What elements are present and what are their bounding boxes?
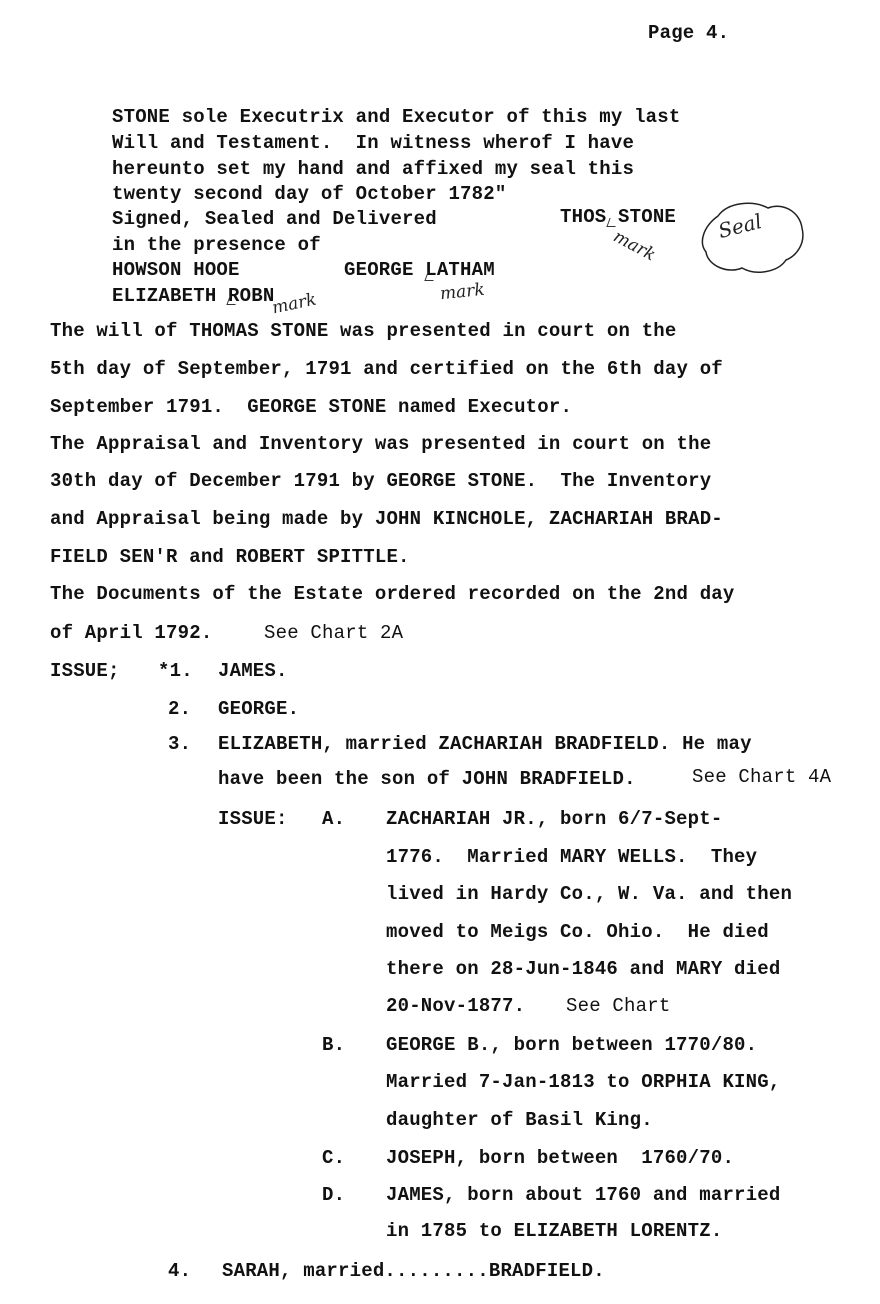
sub-issue-label: ISSUE:: [218, 808, 288, 830]
seal-label: Seal: [715, 209, 765, 243]
body-line-9: of April 1792.: [50, 622, 213, 644]
child-letter-d: D.: [322, 1184, 346, 1206]
body-line-3: September 1791. GEORGE STONE named Executor.: [50, 396, 573, 418]
body-line-2: 5th day of September, 1791 and certified on the 6th day of: [50, 358, 723, 380]
witness-2-mark: mark: [439, 279, 486, 305]
child-b-line-1: GEORGE B., born between 1770/80.: [386, 1034, 758, 1056]
will-line-4: twenty second day of October 1782": [112, 183, 507, 205]
body-line-5: 30th day of December 1791 by GEORGE STONE. The Inventory: [50, 470, 712, 492]
chart-reference: See Chart: [566, 995, 671, 1017]
will-line-6: in the presence of: [112, 234, 321, 256]
child-b-line-2: Married 7-Jan-1813 to ORPHIA KING,: [386, 1071, 781, 1093]
child-d-line-2: in 1785 to ELIZABETH LORENTZ.: [386, 1220, 723, 1242]
issue-number-4: 4.: [168, 1260, 192, 1282]
child-letter-a: A.: [322, 808, 346, 830]
child-b-line-3: daughter of Basil King.: [386, 1109, 653, 1131]
child-a-line-6: 20-Nov-1877.: [386, 995, 526, 1017]
page-number: Page 4.: [648, 22, 730, 44]
will-line-1: STONE sole Executrix and Executor of this my last: [112, 106, 681, 128]
issue-item-3-line-2: have been the son of JOHN BRADFIELD.: [218, 768, 636, 790]
child-a-line-4: moved to Meigs Co. Ohio. He died: [386, 921, 769, 943]
chart-reference: See Chart 2A: [264, 622, 404, 644]
will-line-3: hereunto set my hand and affixed my seal this: [112, 158, 635, 180]
child-letter-c: C.: [322, 1147, 346, 1169]
child-a-line-5: there on 28-Jun-1846 and MARY died: [386, 958, 781, 980]
body-line-4: The Appraisal and Inventory was presented in court on the: [50, 433, 712, 455]
testator-mark: mark: [609, 226, 659, 266]
child-a-line-3: lived in Hardy Co., W. Va. and then: [386, 883, 793, 905]
child-a-line-2: 1776. Married MARY WELLS. They: [386, 846, 758, 868]
issue-item-4: SARAH, married.........BRADFIELD.: [222, 1260, 605, 1282]
will-line-5: Signed, Sealed and Delivered: [112, 208, 437, 230]
testator-signature: THOS STONE: [560, 206, 677, 228]
issue-label: ISSUE;: [50, 660, 120, 682]
child-d-line-1: JAMES, born about 1760 and married: [386, 1184, 781, 1206]
chart-reference: See Chart 4A: [692, 766, 832, 788]
witness-3: ELIZABETH ROBN: [112, 285, 275, 307]
body-line-6: and Appraisal being made by JOHN KINCHOLE, ZACHARIAH BRAD-: [50, 508, 723, 530]
issue-item-2: GEORGE.: [218, 698, 300, 720]
body-line-7: FIELD SEN'R and ROBERT SPITTLE.: [50, 546, 410, 568]
body-line-8: The Documents of the Estate ordered recorded on the 2nd day: [50, 583, 735, 605]
will-line-2: Will and Testament. In witness wherof I have: [112, 132, 635, 154]
issue-number-3: 3.: [168, 733, 192, 755]
child-a-line-1: ZACHARIAH JR., born 6/7-Sept-: [386, 808, 723, 830]
issue-number-2: 2.: [168, 698, 192, 720]
issue-item-1: JAMES.: [218, 660, 288, 682]
witness-2: GEORGE LATHAM: [344, 259, 495, 281]
witness-3-mark: mark: [270, 289, 319, 319]
child-c-line-1: JOSEPH, born between 1760/70.: [386, 1147, 735, 1169]
witness-1: HOWSON HOOE: [112, 259, 240, 281]
child-letter-b: B.: [322, 1034, 346, 1056]
issue-number-1: *1.: [158, 660, 193, 682]
issue-item-3-line-1: ELIZABETH, married ZACHARIAH BRADFIELD. He may: [218, 733, 752, 755]
body-line-1: The will of THOMAS STONE was presented in court on the: [50, 320, 677, 342]
